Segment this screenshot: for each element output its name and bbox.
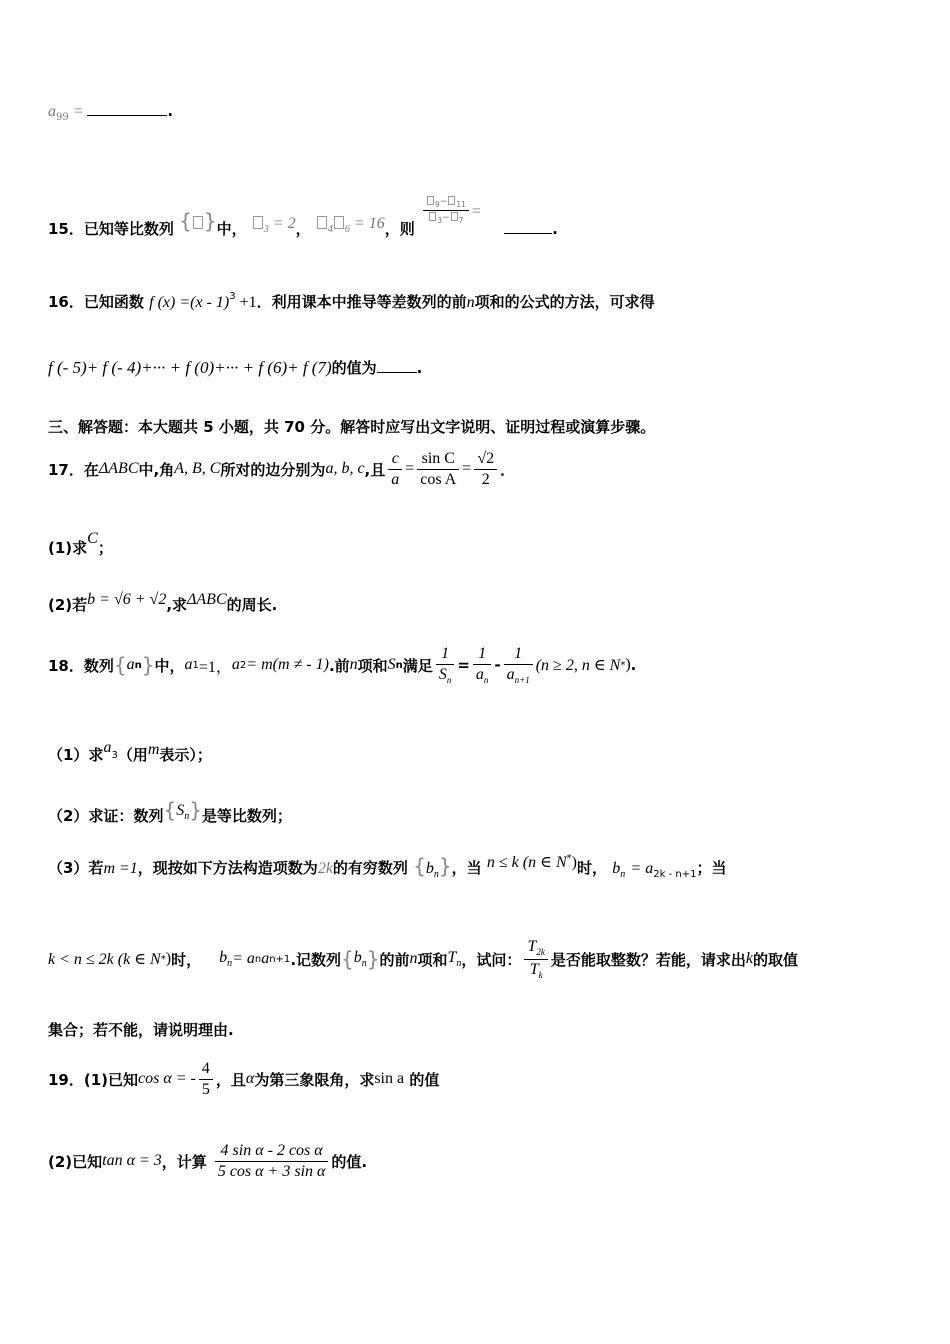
frac-sqrt2-over-2: $\frac{√2}{2}$ bbox=[474, 450, 497, 489]
frac-1-over-an1: $\frac{1}{a_{n+1}}$ bbox=[504, 645, 533, 685]
question-18-part1: （1）求$a^3$（用m表示）； bbox=[48, 739, 212, 764]
answer-blank bbox=[87, 115, 167, 116]
frac-4-over-5: $\frac{4}{5}$ bbox=[199, 1060, 213, 1099]
frac-sinC-over-cosA: $\frac{\text{sin C}}{\text{cos A}}$ bbox=[417, 450, 459, 489]
answer-blank bbox=[504, 233, 552, 234]
question-18: 18． 数列 { a n } 中， a 1 =1， a 2 = m(m ≠ - 1) .前 n 项和 S n 满足 $\frac{1}{S_n}$ = $\frac{1}{a_n}$ - $\frac{1}{a_{n+1}}$ (n ≥ 2, n ∈ N * ) . bbox=[48, 644, 637, 686]
question-18-part3: （3）若m =1，现按如下方法构造项数为2k的有穷数列 $\{b_n\}$，当 n ≤ k (n ∈ N*)时， $b_n = a_{2k - n+1}$；当 bbox=[48, 853, 727, 880]
q15-cond1: $_3$ = 2 bbox=[252, 215, 296, 232]
frac-1-over-Sn: $\frac{1}{S_n}$ bbox=[436, 645, 455, 685]
q15-fraction: $\frac{_9- _{11}}{_3- _7}$ bbox=[423, 196, 469, 225]
seq-brace-icon: { } bbox=[179, 208, 217, 233]
question-17-part1: (1)求C； bbox=[48, 530, 113, 557]
q15-cond2: $_4$ $_6$ = 16 bbox=[316, 215, 385, 232]
question-18-part2: （2）求证：数列$\{S_n\}$是等比数列； bbox=[48, 798, 292, 825]
question-17-part2: (2)若b = √6 + √2,求ΔABC的周长. bbox=[48, 591, 278, 614]
section-3-heading: 三、解答题：本大题共 5 小题，共 70 分。解答时应写出文字说明、证明过程或演算步骤。 bbox=[48, 418, 656, 436]
question-15: 15．已知等比数列 { }中， $_3$ = 2， $_4$ $_6$ = 16，则 $\frac{_9- _{11}}{_3- _7}$ = . bbox=[48, 197, 558, 238]
question-19-part1: 19． (1)已知 cos α = - $\frac{4}{5}$ ，且 α 为第三象限角，求 sin a 的值 bbox=[48, 1059, 440, 1098]
frac-trig-expression: $\frac{\text{4 sin α - 2 cos α}}{\text{5 cos α + 3 sin α}}$ bbox=[215, 1142, 329, 1181]
question-16-sum: f (- 5)+ f (- 4)+··· + f (0)+··· + f (6)+ f (7)的值为 . bbox=[48, 358, 423, 377]
question-18-part3-cont: k < n ≤ 2k (k ∈ N * ) 时， $b_n$ = a n a n+1 .记数列 { $b_n$ } 的前 n 项和 $T_n$ ，试问： $\frac{T_{2k}}{T_k}$ 是否能取整数？若能，请求出 k 的取值 bbox=[48, 938, 798, 980]
question-19-part2: (2)已知 tan α = 3 ，计算 $\frac{\text{4 sin α - 2 cos α}}{\text{5 cos α + 3 sin α}}$ 的值. bbox=[48, 1141, 368, 1180]
question-18-part3-end: 集合；若不能，请说明理由. bbox=[48, 1021, 234, 1039]
answer-blank bbox=[377, 372, 417, 373]
frac-c-over-a: $\frac{c}{a}$ bbox=[388, 450, 402, 489]
frac-1-over-an: $\frac{1}{a_n}$ bbox=[473, 645, 492, 685]
q14-answer-line: $a_{99}$ = . bbox=[48, 102, 174, 123]
question-16: 16．已知函数 f (x) =(x - 1)$^3$ +1．利用课本中推导等差数列的前n项和的公式的方法，可求得 bbox=[48, 291, 655, 311]
question-17: 17． 在 ΔABC 中,角 A, B, C 所对的边分别为 a, b, c ,且 $\frac{c}{a}$ = $\frac{\text{sin C}}{\text{cos A}}$ = $\frac{√2}{2}$ ． bbox=[48, 449, 516, 488]
frac-T2k-over-Tk: $\frac{T_{2k}}{T_k}$ bbox=[524, 938, 547, 979]
